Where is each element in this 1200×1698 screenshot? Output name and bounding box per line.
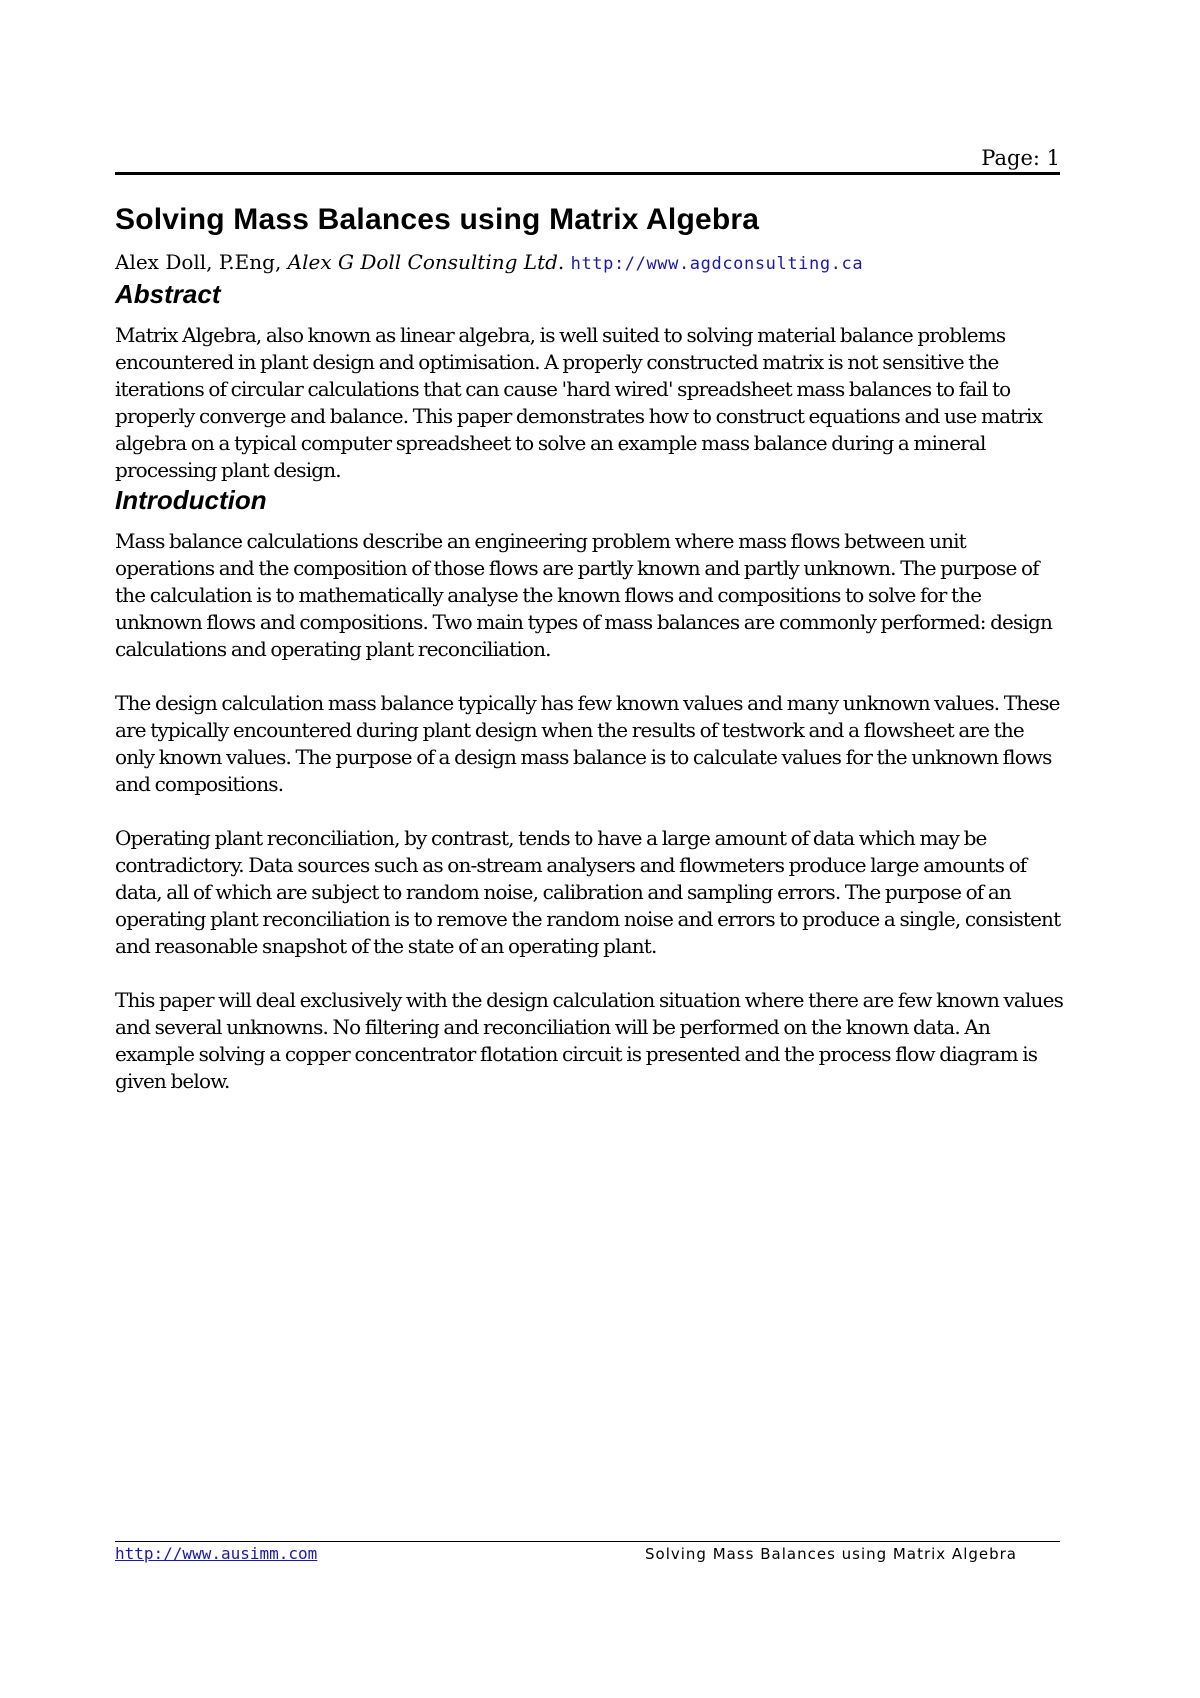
byline [115, 248, 1063, 278]
abstract-heading: Abstract [115, 279, 221, 309]
intro-paragraph-4: This paper will deal exclusively with the design calculation situation where there are few known values and several unknowns. No filtering and reconciliation will be performed on the known data. An example solving a copper concentrator flotation circuit is presented and the process flow diagram is given below. [115, 988, 1063, 1093]
page-content [115, 200, 1063, 1095]
footer-title: Solving Mass Balances using Matrix Algebra [645, 1545, 1017, 1563]
abstract-text: Matrix Algebra, also known as linear algebra, is well suited to solving material balance problems encountered in plant design and optimisation. A properly constructed matrix is not sensitive the iterations of circular calculations that can cause 'hard wired' spreadsheet mass balances to fail to properly converge and balance. This paper demonstrates how to construct equations and use matrix algebra on a typical computer spreadsheet to solve an example mass balance during a mineral processing plant design. [115, 323, 1043, 482]
footer-rule [115, 1541, 1060, 1542]
intro-paragraph-2: The design calculation mass balance typically has few known values and many unknown values. These are typically encountered during plant design when the results of testwork and a flowsheet are the only known values. The purpose of a design mass balance is to calculate values for the unknown flows and compositions. [115, 691, 1060, 796]
company-name: Alex G Doll Consulting Ltd. [287, 250, 565, 274]
introduction-heading: Introduction [115, 485, 267, 515]
author-name: Alex Doll, P.Eng, [115, 250, 282, 274]
intro-paragraph-1: Mass balance calculations describe an engineering problem where mass flows between unit operations and the composition of those flows are partly known and partly unknown. The purpose of the calculation is to mathematically analyse the known flows and compositions to solve for the unknown flows and compositions. Two main types of mass balances are commonly performed: design calculations and operating plant reconciliation. [115, 529, 1052, 661]
footer-link[interactable]: http://www.ausimm.com [115, 1544, 318, 1563]
company-url-link[interactable]: http://www.agdconsulting.ca [570, 254, 864, 274]
header-rule [115, 172, 1060, 175]
intro-paragraph-3: Operating plant reconciliation, by contrast, tends to have a large amount of data which may be contradictory. Data sources such as on-stream analysers and flowmeters produce large amounts of data, all of which are subject to random noise, calibration and sampling errors. The purpose of an operating plant reconciliation is to remove the random noise and errors to produce a single, consistent and reasonable snapshot of the state of an operating plant. [115, 826, 1061, 958]
page-number: Page: 1 [981, 146, 1060, 170]
paper-title: Solving Mass Balances using Matrix Algebra [115, 203, 760, 236]
